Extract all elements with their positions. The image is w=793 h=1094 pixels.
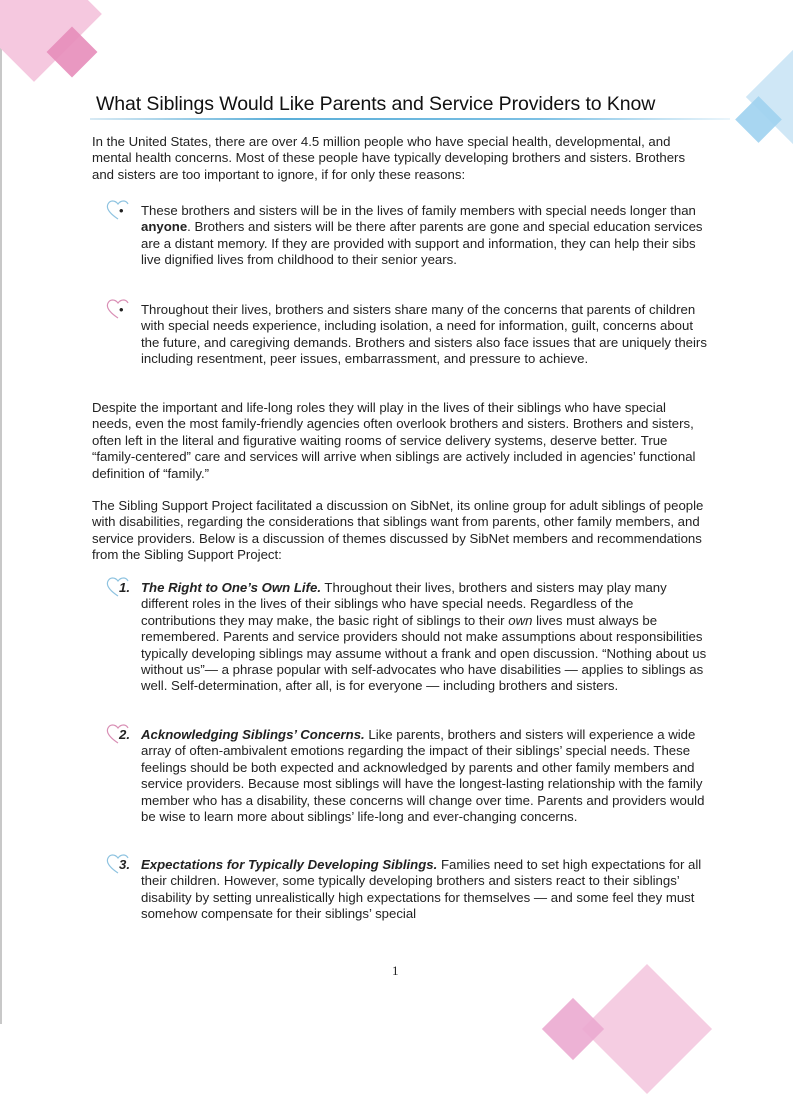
- paragraph-family-centered: Despite the important and life-long roles they will play in the lives of their siblings who have special needs, even the most family-friendly agencies often overlook brothers and sisters. Brothers and sisters, often left in the literal and figurative waiting rooms of service delivery systems, deserve better. True “family-centered” care and services will arrive when siblings are actively included in agencies’ functional definition of “family.”: [92, 400, 696, 481]
- page-edge: [0, 0, 2, 1024]
- theme-text: The Right to One’s Own Life. Throughout their lives, brothers and sisters may play many different roles in the lives of their siblings who have special needs. Regardless of the contributions they may make, the basic right of siblings to their own lives must always be remembered. Parents and service providers should not make assumptions about responsibilities typically developing siblings may assume without a frank and open discussion. “Nothing about us without us”— a phrase popular with self-advocates who have disabilities — applies to siblings as well. Self-determination, after all, is for everyone — including brothers and sisters.: [141, 580, 707, 694]
- paragraph-sibnet: The Sibling Support Project facilitated a discussion on SibNet, its online group for adult siblings of people with disabilities, regarding the considerations that siblings want from parents, other family members, and service providers. Below is a discussion of themes discussed by SibNet members and recommendations from the Sibling Support Project:: [92, 498, 704, 563]
- emphasis-text: own: [508, 612, 533, 628]
- theme-number: 3.: [119, 857, 130, 872]
- bullet-dot: •: [119, 203, 124, 218]
- theme-text: Expectations for Typically Developing Siblings. Families need to set high expectations for all their children. However, some typically developing brothers and sisters react to their siblings’ disability by setting unrealistically high expectations for themselves — and some feel they must somehow compensate for their siblings’ special: [141, 857, 702, 922]
- bullet-dot: •: [119, 302, 124, 317]
- theme-heading: Expectations for Typically Developing Siblings.: [141, 857, 438, 872]
- theme-text: Acknowledging Siblings’ Concerns. Like parents, brothers and sisters will experience a wide array of often-ambivalent emotions regarding the impact of their siblings’ special needs. These feelings should be both expected and acknowledged by parents and other family members and service providers. Because most siblings will have the longest-lasting relationship with the family member who has a disability, these concerns will change over time. Parents and providers would be wise to learn more about siblings’ life-long and ever-changing concerns.: [141, 727, 705, 825]
- decorative-diamond-pink-bottom-small: [542, 998, 604, 1060]
- page-title: What Siblings Would Like Parents and Service Providers to Know: [96, 93, 656, 115]
- theme-heading: The Right to One’s Own Life.: [141, 580, 321, 595]
- page-number: 1: [392, 963, 399, 978]
- theme-number: 1.: [119, 580, 130, 595]
- intro-paragraph: In the United States, there are over 4.5 million people who have special health, developmental, and mental health concerns. Most of these people have typically developing brothers and sisters. Brothers and sisters are too important to ignore, if for only these reasons:: [92, 134, 686, 182]
- theme-heading: Acknowledging Siblings’ Concerns.: [141, 727, 365, 742]
- bullet-text: These brothers and sisters will be in the lives of family members with special needs longer than anyone. Brothers and sisters will be there after parents are gone and special education services are a distant memory. If they are provided with support and information, they can help their sibs live dignified lives from childhood to their senior years.: [141, 203, 703, 268]
- heart-icon: [105, 298, 131, 320]
- theme-number: 2.: [119, 727, 130, 742]
- emphasis-text: anyone: [141, 219, 188, 235]
- title-underline: [90, 118, 730, 120]
- bullet-text: Throughout their lives, brothers and sisters share many of the concerns that parents of children with special needs experience, including isolation, a need for information, guilt, concerns about the future, and caregiving demands. Brothers and sisters also face issues that are uniquely theirs including resentment, peer issues, embarrassment, and pressure to achieve.: [141, 302, 707, 367]
- heart-icon: [105, 199, 131, 221]
